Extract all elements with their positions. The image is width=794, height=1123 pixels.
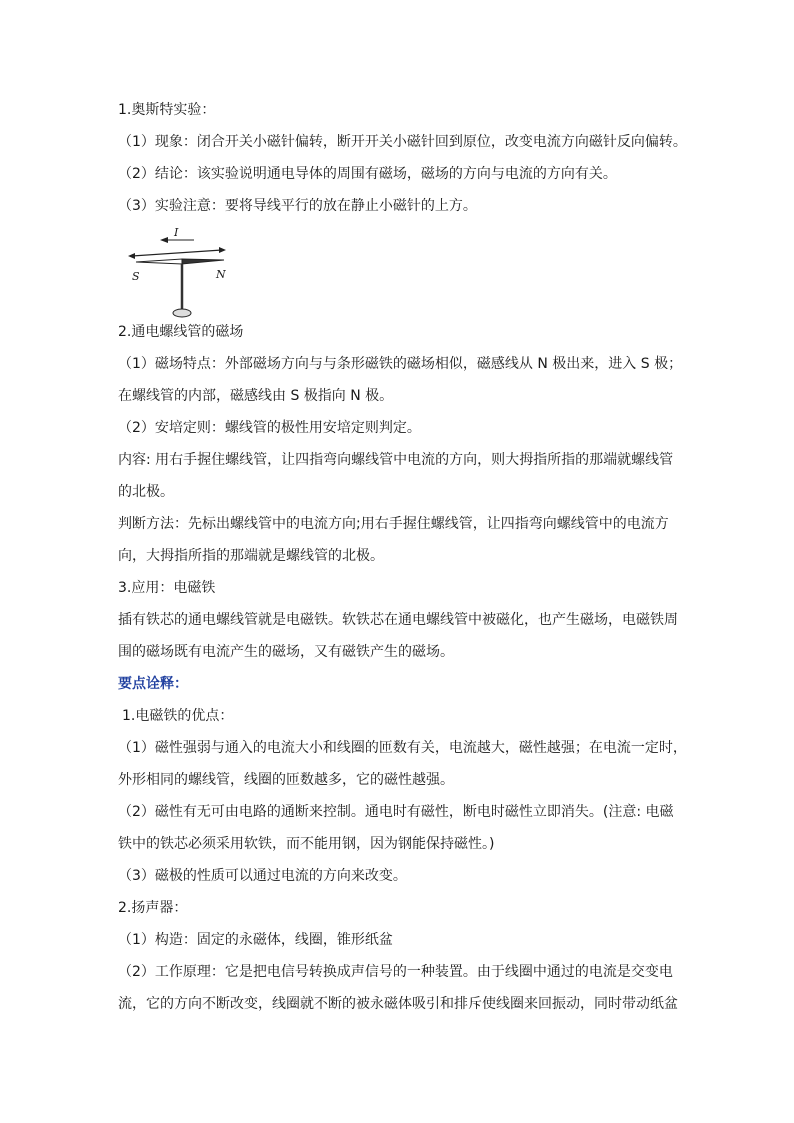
paragraph: 向，大拇指所指的那端就是螺线管的北极。 <box>118 548 384 564</box>
section-title-electromagnet: 3.应用：电磁铁 <box>118 580 216 596</box>
current-arrow-head <box>160 237 168 243</box>
paragraph: 插有铁芯的通电螺线管就是电磁铁。软铁芯在通电螺线管中被磁化，也产生磁场，电磁铁周 <box>118 612 678 628</box>
subsection-title: 1.电磁铁的优点： <box>122 708 234 724</box>
paragraph: （2）安培定则：螺线管的极性用安培定则判定。 <box>118 420 421 436</box>
south-pole-label: S <box>132 270 140 283</box>
paragraph: 流，它的方向不断改变，线圈就不断的被永磁体吸引和排斥使线圈来回振动，同时带动纸盆 <box>118 996 678 1012</box>
paragraph: 外形相同的螺线管，线圈的匝数越多，它的磁性越强。 <box>118 772 454 788</box>
subsection-title: 2.扬声器： <box>118 900 188 916</box>
keypoints-heading: 要点诠释： <box>118 676 188 692</box>
paragraph: （1）构造：固定的永磁体，线圈，锥形纸盆 <box>118 932 393 948</box>
north-pole-label: N <box>216 268 226 281</box>
paragraph: （1）磁场特点：外部磁场方向与与条形磁铁的磁场相似，磁感线从 N 极出来，进入 S 极； <box>118 356 683 372</box>
paragraph: （2）结论：该实验说明通电导体的周围有磁场，磁场的方向与电流的方向有关。 <box>118 166 617 182</box>
paragraph: （3）磁极的性质可以通过电流的方向来改变。 <box>118 868 407 884</box>
needle-south-half <box>136 259 182 264</box>
wire <box>132 250 222 256</box>
paragraph: 判断方法：先标出螺线管中的电流方向;用右手握住螺线管，让四指弯向螺线管中的电流方 <box>118 516 669 532</box>
section-title-oersted: 1.奥斯特实验： <box>118 102 216 118</box>
section-title-solenoid: 2.通电螺线管的磁场 <box>118 324 244 340</box>
current-label: I <box>174 226 179 239</box>
paragraph: 铁中的铁芯必须采用软铁，而不能用钢，因为钢能保持磁性。) <box>118 836 495 852</box>
paragraph: 的北极。 <box>118 484 174 500</box>
paragraph: （3）实验注意：要将导线平行的放在静止小磁针的上方。 <box>118 198 477 214</box>
paragraph: 围的磁场既有电流产生的磁场，又有磁铁产生的磁场。 <box>118 644 454 660</box>
paragraph: （1）现象：闭合开关小磁针偏转，断开开关小磁针回到原位，改变电流方向磁针反向偏转。 <box>118 134 687 150</box>
stand-base <box>173 309 191 317</box>
paragraph: 在螺线管的内部，磁感线由 S 极指向 N 极。 <box>118 388 394 404</box>
wire-right-end <box>219 247 226 253</box>
needle-north-half <box>182 259 224 264</box>
wire-left-end <box>128 253 135 259</box>
paragraph: 内容: 用右手握住螺线管，让四指弯向螺线管中电流的方向，则大拇指所指的那端就螺线管 <box>118 452 674 468</box>
paragraph: （1）磁性强弱与通入的电流大小和线圈的匝数有关，电流越大，磁性越强；在电流一定时， <box>118 740 687 756</box>
paragraph: （2）工作原理：它是把电信号转换成声信号的一种装置。由于线圈中通过的电流是交变电 <box>118 964 673 980</box>
document-content <box>118 100 688 1026</box>
oersted-experiment-figure <box>124 226 234 322</box>
paragraph: （2）磁性有无可由电路的通断来控制。通电时有磁性，断电时磁性立即消失。(注意: 电磁 <box>118 804 674 820</box>
